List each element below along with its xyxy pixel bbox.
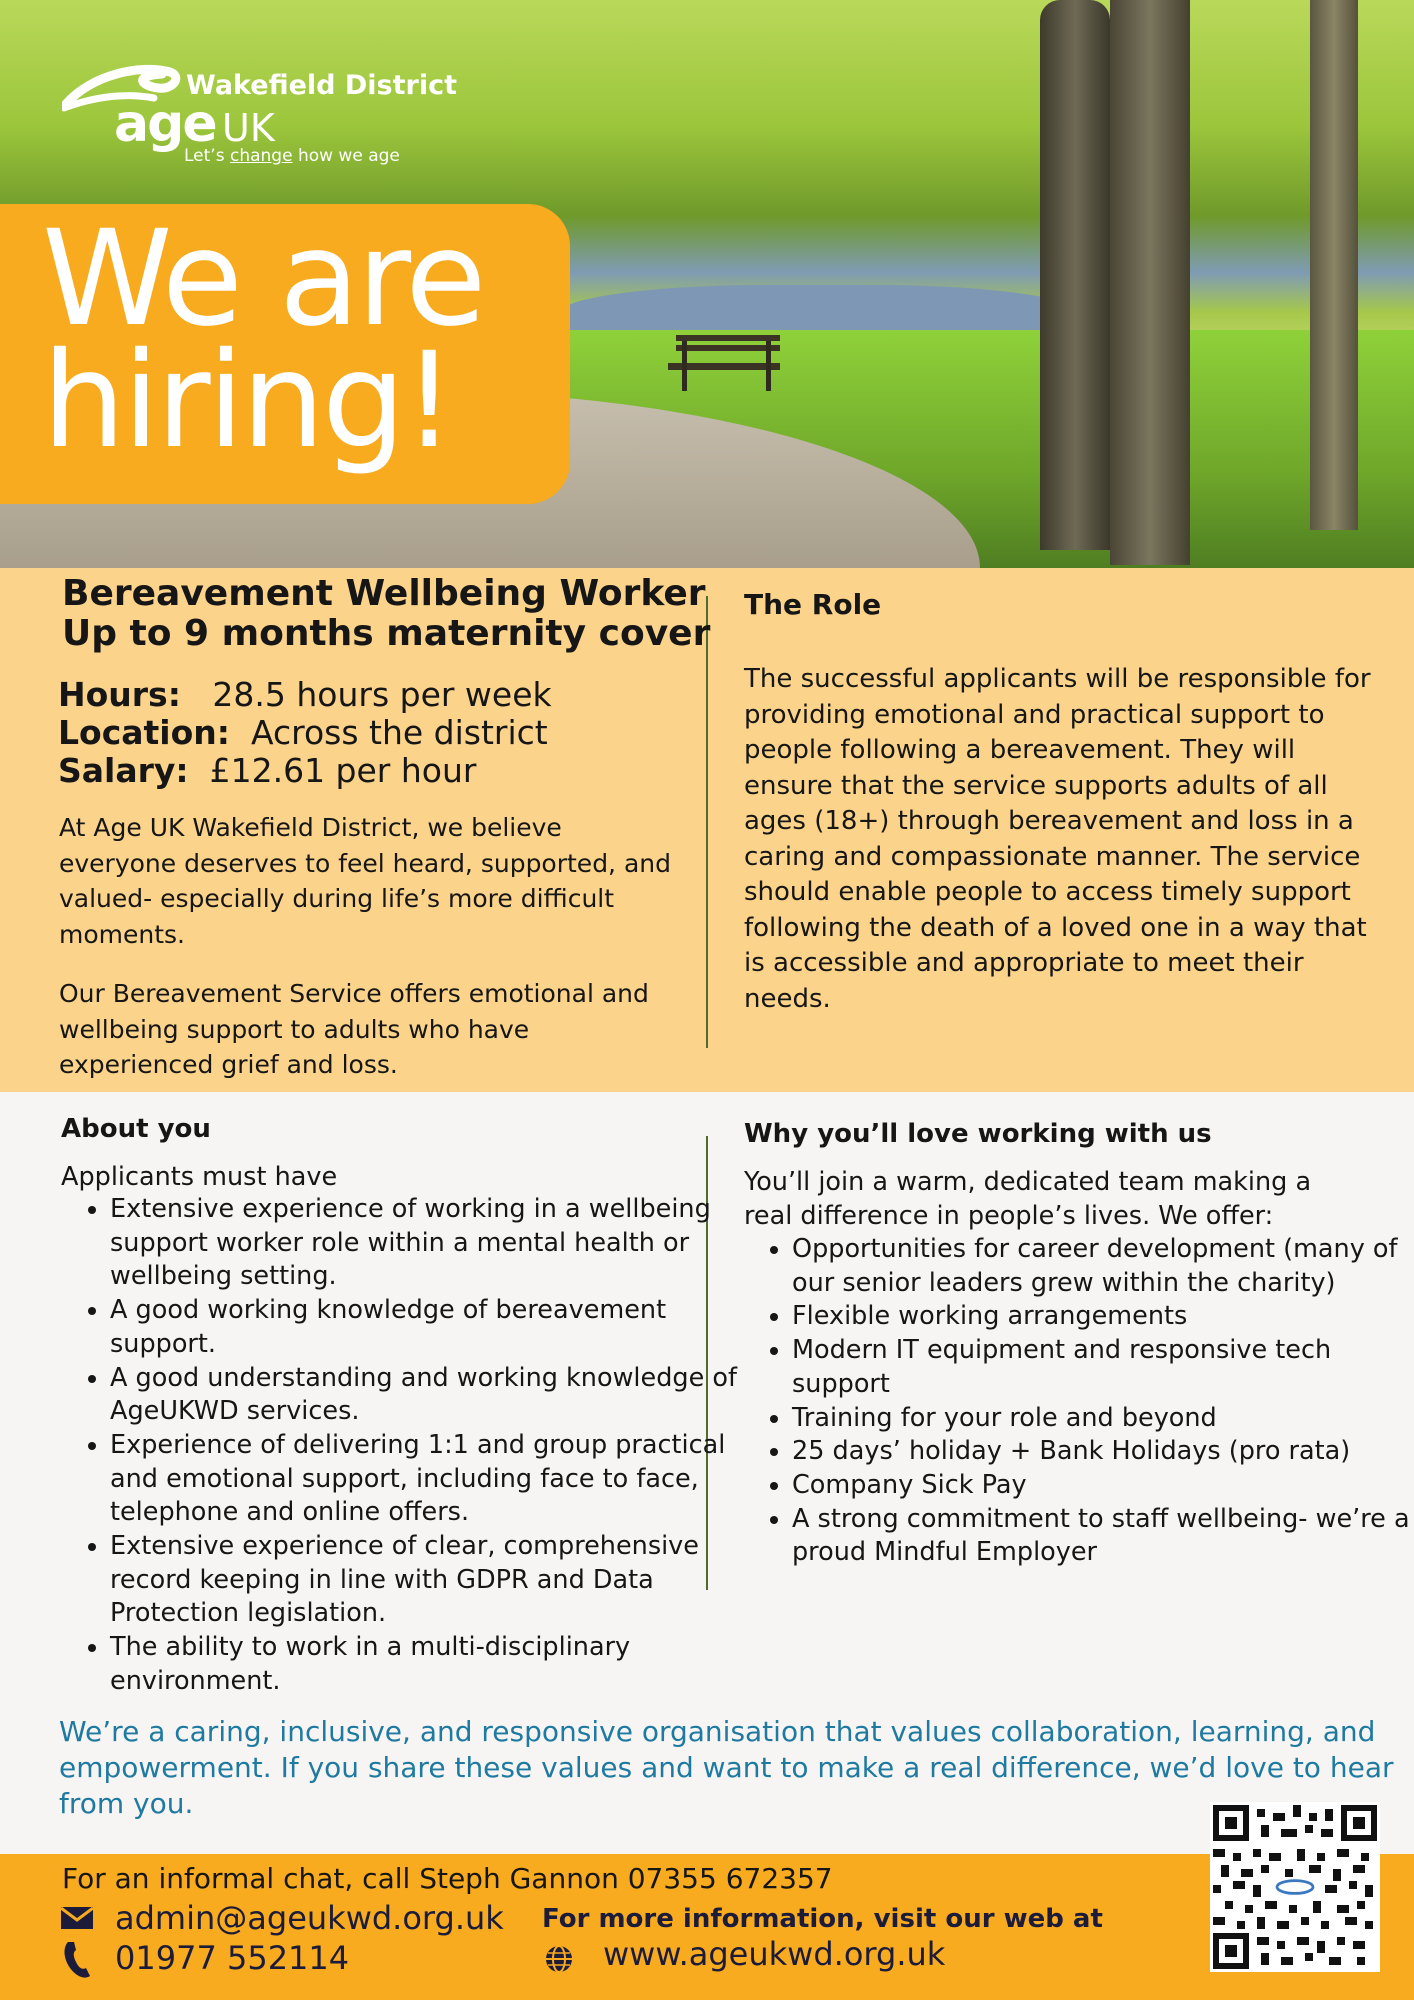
tree-trunk [1040,0,1110,550]
list-item: • A strong commitment to staff wellbeing- we’re a proud Mindful Employer [792,1503,1412,1570]
hiring-banner [0,204,570,504]
tree-trunk [1310,0,1358,530]
about-intro: Applicants must have [61,1162,338,1192]
tree-trunk [1110,0,1190,565]
website-link[interactable]: www.ageukwd.org.uk [603,1935,946,1973]
list-item: • A good understanding and working knowledge of AgeUKWD services. [110,1362,740,1429]
column-divider [706,596,708,1048]
phone-link[interactable]: 01977 552114 [115,1939,350,1977]
about-heading: About you [61,1114,211,1144]
list-item: • Modern IT equipment and responsive tech support [792,1334,1412,1401]
about-list [60,1193,740,1699]
hiring-headline: We are hiring! [42,202,484,478]
logo-uk: UK [222,106,275,150]
job-facts: Hours: 28.5 hours per week Location: Across the district Salary: £12.61 per hour [58,675,552,790]
list-item: • Extensive experience of clear, comprehensive record keeping in line with GDPR and Data Protection legislation. [110,1530,740,1631]
logo-age: age [114,94,216,154]
why-list [742,1233,1412,1570]
list-item: • Experience of delivering 1:1 and group practical and emotional support, including face to face, telephone and online offers. [110,1429,740,1530]
hero-photo [0,0,1414,568]
more-info-text: For more information, visit our web at [542,1904,1103,1934]
why-heading: Why you’ll love working with us [744,1119,1212,1149]
logo-district: Wakefield District [186,70,458,101]
list-item: • Opportunities for career development (many of our senior leaders grew within the charity) [792,1233,1412,1300]
list-item: • A good working knowledge of bereavement support. [110,1294,740,1361]
logo-tagline: Let’s change how we age [184,146,400,166]
bench-illustration [668,333,788,391]
envelope-icon [60,1906,94,1930]
list-item: • Training for your role and beyond [792,1402,1412,1436]
why-intro: You’ll join a warm, dedicated team making a real difference in people’s lives. We offer: [744,1167,1312,1231]
intro-paragraph: At Age UK Wakefield District, we believe everyone deserves to feel heard, supported, and valued- especially during life’s more difficult moments. [59,813,671,949]
closing-statement: We’re a caring, inclusive, and responsive organisation that values collaboration, learning, and empowerment. If you share these values and want to make a real difference, we’d love to hear from you. [59,1715,1394,1820]
list-item: • Flexible working arrangements [792,1300,1412,1334]
job-title: Bereavement Wellbeing Worker Up to 9 months maternity cover [62,573,711,654]
list-item: • 25 days’ holiday + Bank Holidays (pro rata) [792,1435,1412,1469]
age-uk-logo[interactable] [62,58,458,170]
list-item: • Company Sick Pay [792,1469,1412,1503]
qr-code[interactable] [1210,1802,1380,1972]
service-paragraph: Our Bereavement Service offers emotional and wellbeing support to adults who have experienced grief and loss. [59,979,649,1079]
list-item: • Extensive experience of working in a wellbeing support worker role within a mental health or wellbeing setting. [110,1193,740,1294]
role-description: The successful applicants will be responsible for providing emotional and practical support to people following a bereavement. They will ensure that the service supports adults of all ages (18+) through bereavement and loss in a caring and compassionate manner. The service should enable people to access timely support following the death of a loved one in a way that is accessible and appropriate to meet their needs. [744,664,1371,1014]
globe-icon [544,1944,574,1974]
role-heading: The Role [744,588,882,621]
email-link[interactable]: admin@ageukwd.org.uk [115,1899,504,1937]
phone-icon [62,1940,94,1980]
list-item: • The ability to work in a multi-disciplinary environment. [110,1631,740,1698]
informal-chat-text: For an informal chat, call Steph Gannon 07355 672357 [62,1862,833,1895]
